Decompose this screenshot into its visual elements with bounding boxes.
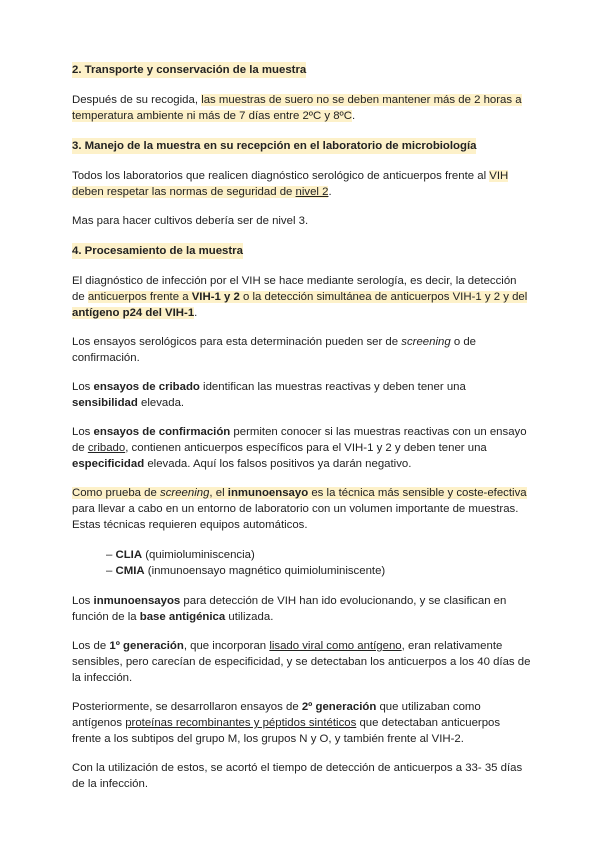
document-page xyxy=(72,62,532,792)
section-4-paragraph-1: El diagnóstico de infección por el VIH se hace mediante serología, es decir, la detección de anticuerpos frente a VIH-1 y 2 o la detección simultánea de anticuerpos VIH-1 y 2 y del antígeno p24 del VIH-1. xyxy=(72,275,528,319)
section-4-paragraph-8: Posteriormente, se desarrollaron ensayos de 2º generación que utilizaban como antígenos proteínas recombinantes y péptidos sintéticos que detectaban anticuerpos frente a los subtipos del grupo M, los grupos N y O, y también frente al VIH-2. xyxy=(72,701,501,745)
list-item-cmia: – CMIA (inmunoensayo magnético quimioluminiscente) xyxy=(106,565,386,577)
list-item-clia: – CLIA (quimioluminiscencia) xyxy=(106,549,255,561)
section-3-heading: 3. Manejo de la muestra en su recepción en el laboratorio de microbiología xyxy=(72,140,477,152)
section-4-paragraph-4: Los ensayos de confirmación permiten conocer si las muestras reactivas con un ensayo de cribado, contienen anticuerpos específicos para el VIH-1 y 2 y deben tener una especificidad elevada. Aquí los falsos positivos ya darán negativo. xyxy=(72,426,527,470)
section-4-paragraph-7: Los de 1º generación, que incorporan lisado viral como antígeno, eran relativamente sensibles, pero carecían de especificidad, y se detectaban los anticuerpos a los 40 días de la infección. xyxy=(72,640,531,684)
section-4-paragraph-2: Los ensayos serológicos para esta determinación pueden ser de screening o de confirmación. xyxy=(72,336,477,364)
section-4-heading: 4. Procesamiento de la muestra xyxy=(72,245,243,257)
section-2-heading: 2. Transporte y conservación de la muestra xyxy=(72,64,307,76)
section-4-paragraph-5: Como prueba de screening, el inmunoensayo es la técnica más sensible y coste-efectiva para llevar a cabo en un entorno de laboratorio con un volumen importante de muestras. Estas técnicas requieren equipos automáticos. xyxy=(72,487,527,531)
section-4-paragraph-6: Los inmunoensayos para detección de VIH han ido evolucionando, y se clasifican en función de la base antigénica utilizada. xyxy=(72,595,507,623)
section-2-paragraph: Después de su recogida, las muestras de suero no se deben mantener más de 2 horas a temperatura ambiente ni más de 7 días entre 2ºC y 8ºC. xyxy=(72,94,522,122)
section-4-paragraph-9: Con la utilización de estos, se acortó el tiempo de detección de anticuerpos a 33- 35 días de la infección. xyxy=(72,762,523,790)
section-4-paragraph-3: Los ensayos de cribado identifican las muestras reactivas y deben tener una sensibilidad elevada. xyxy=(72,381,466,409)
section-3-paragraph-2: Mas para hacer cultivos debería ser de nivel 3. xyxy=(72,215,309,227)
section-3-paragraph-1: Todos los laboratorios que realicen diagnóstico serológico de anticuerpos frente al VIH deben respetar las normas de seguridad de nivel 2. xyxy=(72,170,509,198)
